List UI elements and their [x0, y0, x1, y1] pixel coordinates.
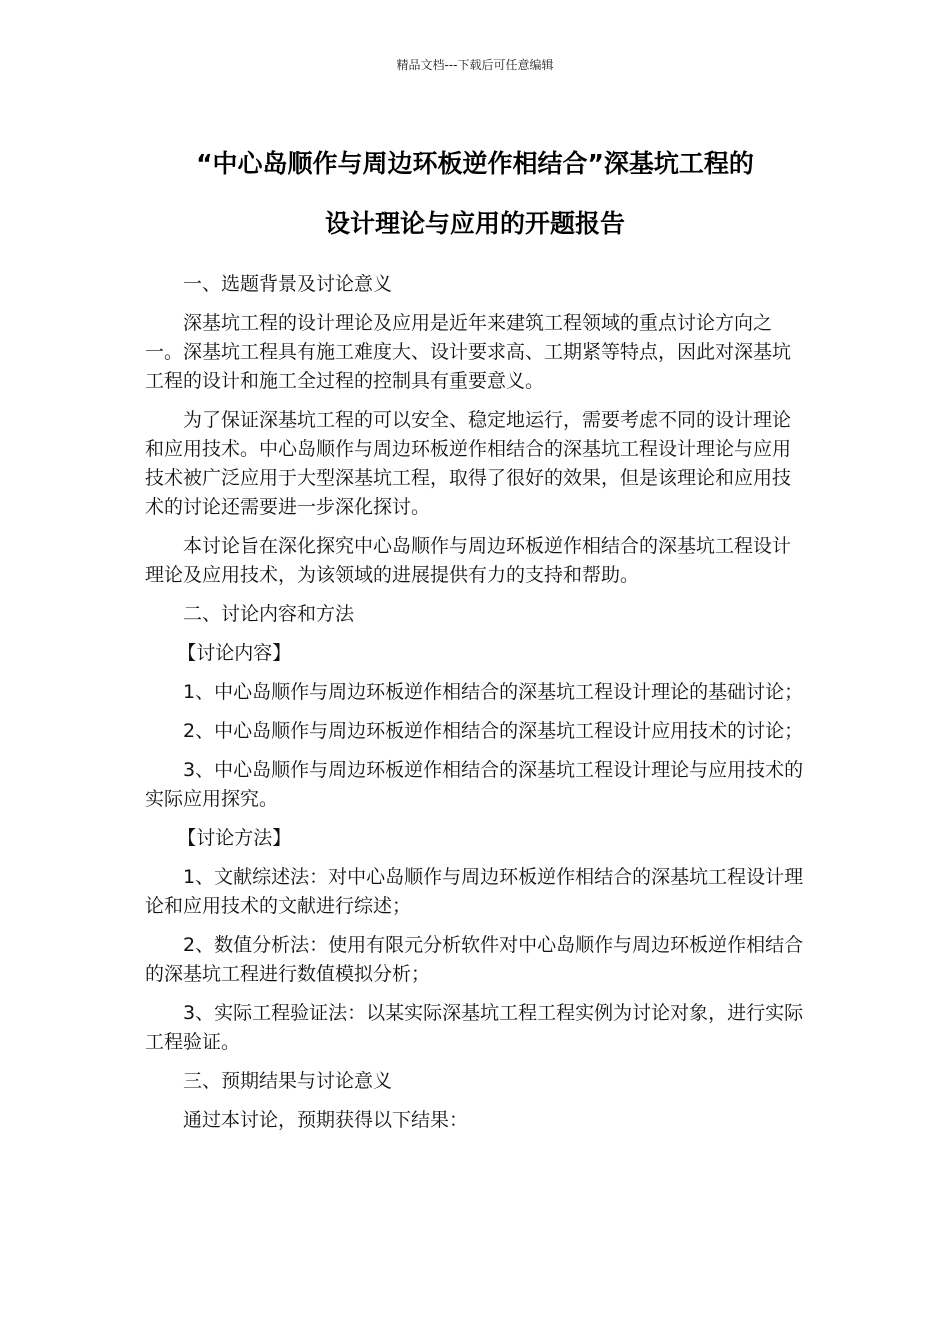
document-body — [145, 270, 807, 1145]
list-item: 2、数值分析法：使用有限元分析软件对中心岛顺作与周边环板逆作相结合的深基坑工程进行数值模拟分析； — [145, 934, 804, 985]
body-paragraph: 为了保证深基坑工程的可以安全、稳定地运行，需要考虑不同的设计理论和应用技术。中心岛顺作与周边环板逆作相结合的深基坑工程设计理论与应用技术被广泛应用于大型深基坑工程，取得了很好的效果，但是该理论和应用技术的讨论还需要进一步深化探讨。 — [145, 409, 792, 518]
body-paragraph: 通过本讨论，预期获得以下结果： — [183, 1109, 469, 1131]
body-paragraph: 深基坑工程的设计理论及应用是近年来建筑工程领域的重点讨论方向之一。深基坑工程具有施工难度大、设计要求高、工期紧等特点，因此对深基坑工程的设计和施工全过程的控制具有重要意义。 — [145, 312, 792, 392]
section-heading-background: 一、选题背景及讨论意义 — [183, 273, 393, 295]
document-title — [130, 134, 820, 254]
list-item: 2、中心岛顺作与周边环板逆作相结合的深基坑工程设计应用技术的讨论； — [183, 720, 804, 742]
section-heading-content-methods: 二、讨论内容和方法 — [183, 603, 355, 625]
list-item: 3、实际工程验证法：以某实际深基坑工程工程实例为讨论对象，进行实际工程验证。 — [145, 1002, 804, 1053]
list-item: 3、中心岛顺作与周边环板逆作相结合的深基坑工程设计理论与应用技术的实际应用探究。 — [145, 759, 804, 810]
subheading-research-content: 【讨论内容】 — [177, 642, 292, 664]
subheading-research-methods: 【讨论方法】 — [177, 827, 292, 849]
page-header-note: 精品文档---下载后可任意编辑 — [396, 58, 554, 72]
document-title-line-2: 设计理论与应用的开题报告 — [324, 209, 625, 238]
document-title-line-1: “中心岛顺作与周边环板逆作相结合”深基坑工程的 — [196, 149, 754, 178]
list-item: 1、中心岛顺作与周边环板逆作相结合的深基坑工程设计理论的基础讨论； — [183, 681, 804, 703]
list-item: 1、文献综述法：对中心岛顺作与周边环板逆作相结合的深基坑工程设计理论和应用技术的文献进行综述； — [145, 866, 804, 917]
body-paragraph: 本讨论旨在深化探究中心岛顺作与周边环板逆作相结合的深基坑工程设计理论及应用技术，为该领域的进展提供有力的支持和帮助。 — [145, 535, 792, 586]
section-heading-expected-results: 三、预期结果与讨论意义 — [183, 1070, 393, 1092]
